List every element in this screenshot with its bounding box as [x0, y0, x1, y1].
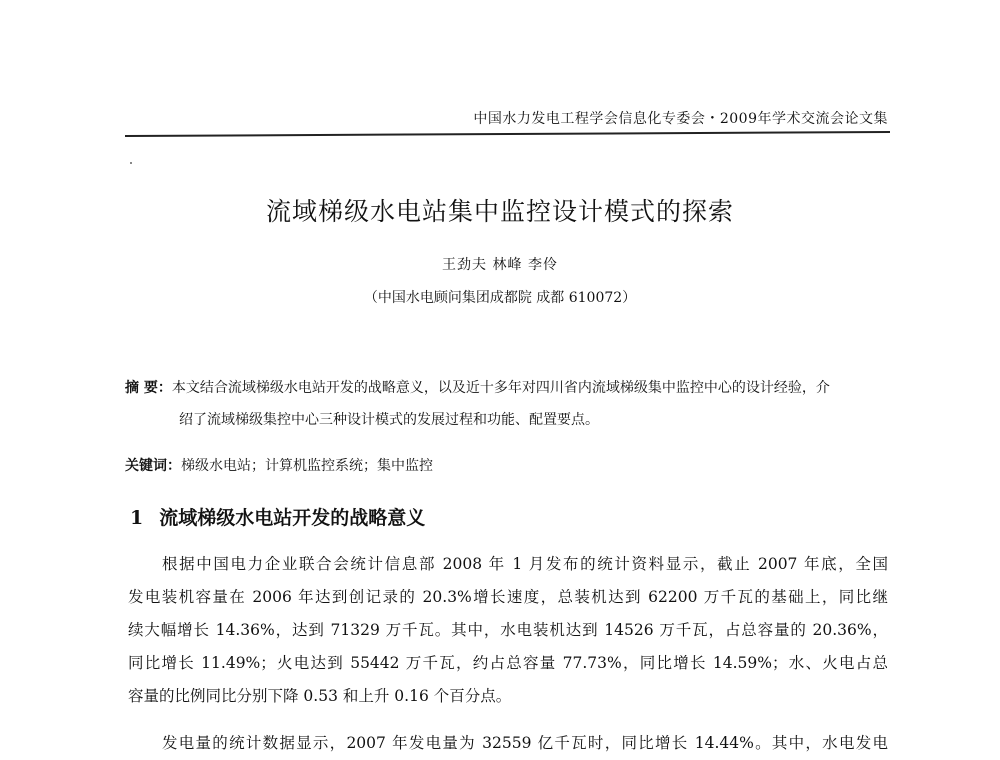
keywords-label: 关键词： [125, 458, 181, 474]
section-title: 流域梯级水电站开发的战略意义 [159, 507, 426, 529]
abstract-line-2: 绍了流域梯级集控中心三种设计模式的发展过程和功能、配置要点。 [179, 412, 599, 428]
paragraph-1-line-4: 同比增长 11.49%；火电达到 55442 万千瓦，约占总容量 77.73%，同比增长 14.59%；水、火电占总 [128, 654, 888, 672]
section-heading [130, 503, 425, 530]
paragraph-1 [128, 548, 888, 713]
abstract-label: 摘 要： [125, 380, 172, 396]
abstract-line-1 [125, 372, 890, 404]
paragraph-1-line-1: 根据中国电力企业联合会统计信息部 2008 年 1 月发布的统计资料显示，截止 2007 年底，全国 [162, 555, 888, 573]
paper-title: 流域梯级水电站集中监控设计模式的探索 [265, 197, 734, 226]
keywords-block [125, 455, 433, 475]
header-rule [125, 131, 890, 137]
paper-affiliation: （中国水电顾问集团成都院 成都 610072） [363, 290, 637, 306]
paper-authors: 王劲夫 林峰 李伶 [442, 257, 558, 273]
paragraph-1-line-2: 发电装机容量在 2006 年达到创记录的 20.3%增长速度，总装机达到 62200 万千瓦的基础上，同比继 [128, 588, 888, 606]
paragraph-2 [128, 727, 888, 760]
paragraph-1-line-3: 续大幅增长 14.36%，达到 71329 万千瓦。其中，水电装机达到 14526 万千瓦，占总容量的 20.36%， [128, 621, 888, 639]
paragraph-2-line-1: 发电量的统计数据显示，2007 年发电量为 32559 亿千瓦时，同比增长 14.44%。其中，水电发电 [162, 734, 888, 752]
scan-speck [130, 162, 132, 164]
keywords-text: 梯级水电站；计算机监控系统；集中监控 [181, 458, 433, 474]
body-text [128, 548, 888, 760]
abstract-block [125, 372, 890, 436]
section-number: 1 [130, 507, 144, 529]
abstract-text-1: 本文结合流域梯级水电站开发的战略意义，以及近十多年对四川省内流域梯级集中监控中心的设计经验，介 [171, 380, 830, 396]
paragraph-1-line-5: 容量的比例同比分别下降 0.53 和上升 0.16 个百分点。 [128, 687, 512, 705]
running-header: 中国水力发电工程学会信息化专委会・2009年学术交流会论文集 [473, 111, 888, 127]
